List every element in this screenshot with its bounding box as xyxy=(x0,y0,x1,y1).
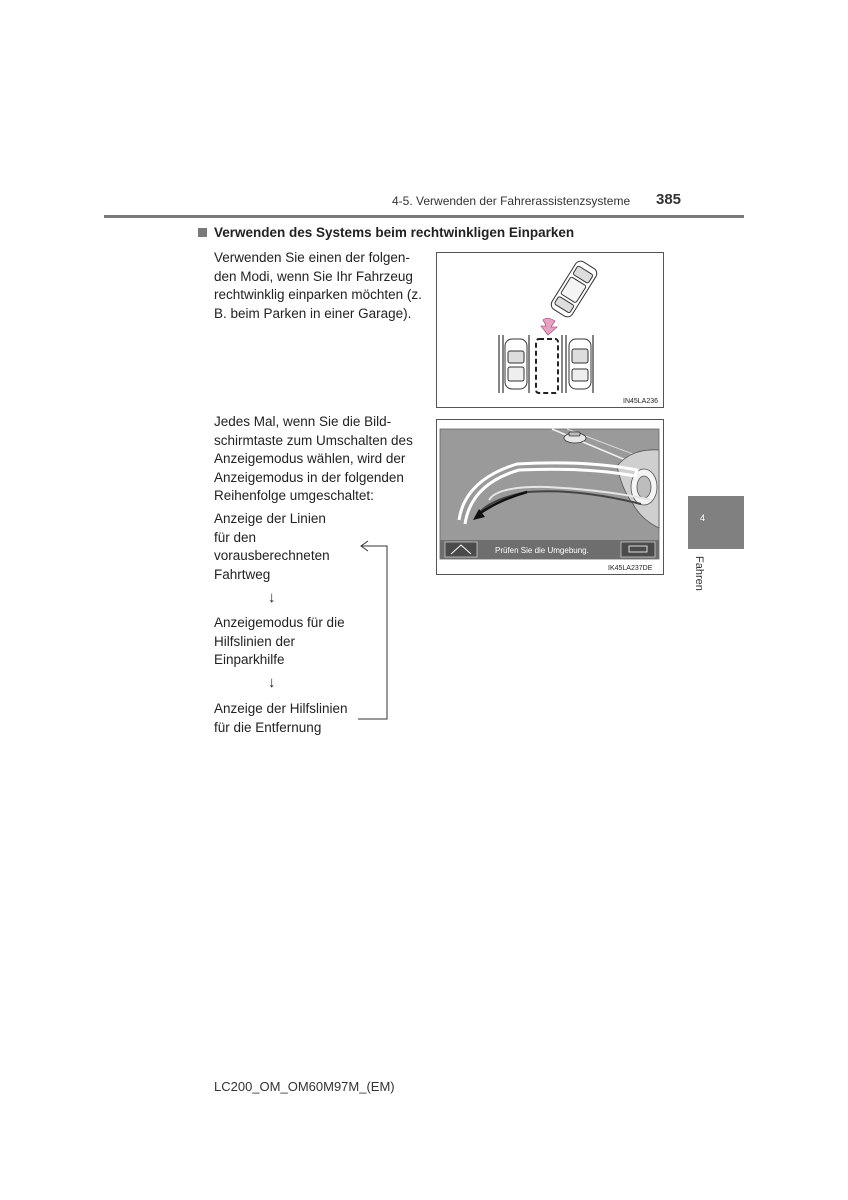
paragraph-line: Verwenden Sie einen der folgen- xyxy=(214,250,410,265)
running-header-section: 4-5. Verwenden der Fahrerassistenzsysteme xyxy=(392,194,631,208)
loop-back-arrow xyxy=(354,538,394,724)
sequence-item-1 xyxy=(214,510,330,584)
sequence-item-3 xyxy=(214,700,348,737)
down-arrow-icon: ↓ xyxy=(268,674,276,691)
paragraph-mode-switch xyxy=(214,413,424,506)
figure-code: IK45LA237DE xyxy=(608,565,653,572)
parked-car-left xyxy=(505,339,527,389)
chapter-number: 4 xyxy=(700,513,706,523)
camera-view-button xyxy=(621,542,655,557)
section-heading xyxy=(198,225,574,240)
paragraph-intro xyxy=(214,249,424,323)
perpendicular-parking-illustration xyxy=(437,253,663,407)
screen-message: Prüfen Sie die Umgebung. xyxy=(495,546,589,555)
sequence-line: für die Entfernung xyxy=(214,719,322,735)
paragraph-line: B. beim Parken in einer Garage). xyxy=(214,305,412,321)
sequence-line: Anzeige der Linien xyxy=(214,511,326,526)
chapter-label: Fahren xyxy=(693,556,705,591)
parked-car-right xyxy=(569,339,591,389)
document-footer: LC200_OM_OM60M97M_(EM) xyxy=(214,1079,395,1094)
camera-screen-figure xyxy=(436,419,664,575)
maneuvering-vehicle xyxy=(549,259,599,319)
paragraph-line: Reihenfolge umgeschaltet: xyxy=(214,488,374,504)
sequence-line: Anzeigemodus für die xyxy=(214,615,345,630)
header-rule xyxy=(104,215,744,218)
sequence-line: Fahrtweg xyxy=(214,566,271,582)
sequence-line: Einparkhilfe xyxy=(214,652,285,668)
parking-diagram-figure xyxy=(436,252,664,408)
paragraph-line: rechtwinklig einparken möchten (z. xyxy=(214,287,422,303)
paragraph-line: Anzeigemodus wählen, wird der xyxy=(214,451,406,467)
figure-code: IN45LA236 xyxy=(623,398,659,405)
chapter-tab xyxy=(688,496,744,549)
paragraph-line: Jedes Mal, wenn Sie die Bild- xyxy=(214,414,392,429)
sequence-line: für den xyxy=(214,529,257,545)
sequence-line: Anzeige der Hilfslinien xyxy=(214,701,348,716)
bullet-square-icon xyxy=(198,228,207,237)
paragraph-line: den Modi, wenn Sie Ihr Fahrzeug xyxy=(214,268,413,284)
pink-direction-arrow xyxy=(541,318,557,335)
paragraph-line: schirmtaste zum Umschalten des xyxy=(214,432,413,448)
down-arrow-icon: ↓ xyxy=(268,589,276,606)
sequence-line: vorausberechneten xyxy=(214,548,330,564)
rear-camera-display xyxy=(437,420,663,574)
page-number: 385 xyxy=(656,191,682,208)
sequence-line: Hilfslinien der xyxy=(214,633,296,649)
paragraph-line: Anzeigemodus in der folgenden xyxy=(214,469,404,485)
sequence-item-2 xyxy=(214,614,345,670)
section-heading-text: Verwenden des Systems beim rechtwinkligen Einparken xyxy=(214,225,575,240)
guide-mode-button xyxy=(445,542,477,557)
